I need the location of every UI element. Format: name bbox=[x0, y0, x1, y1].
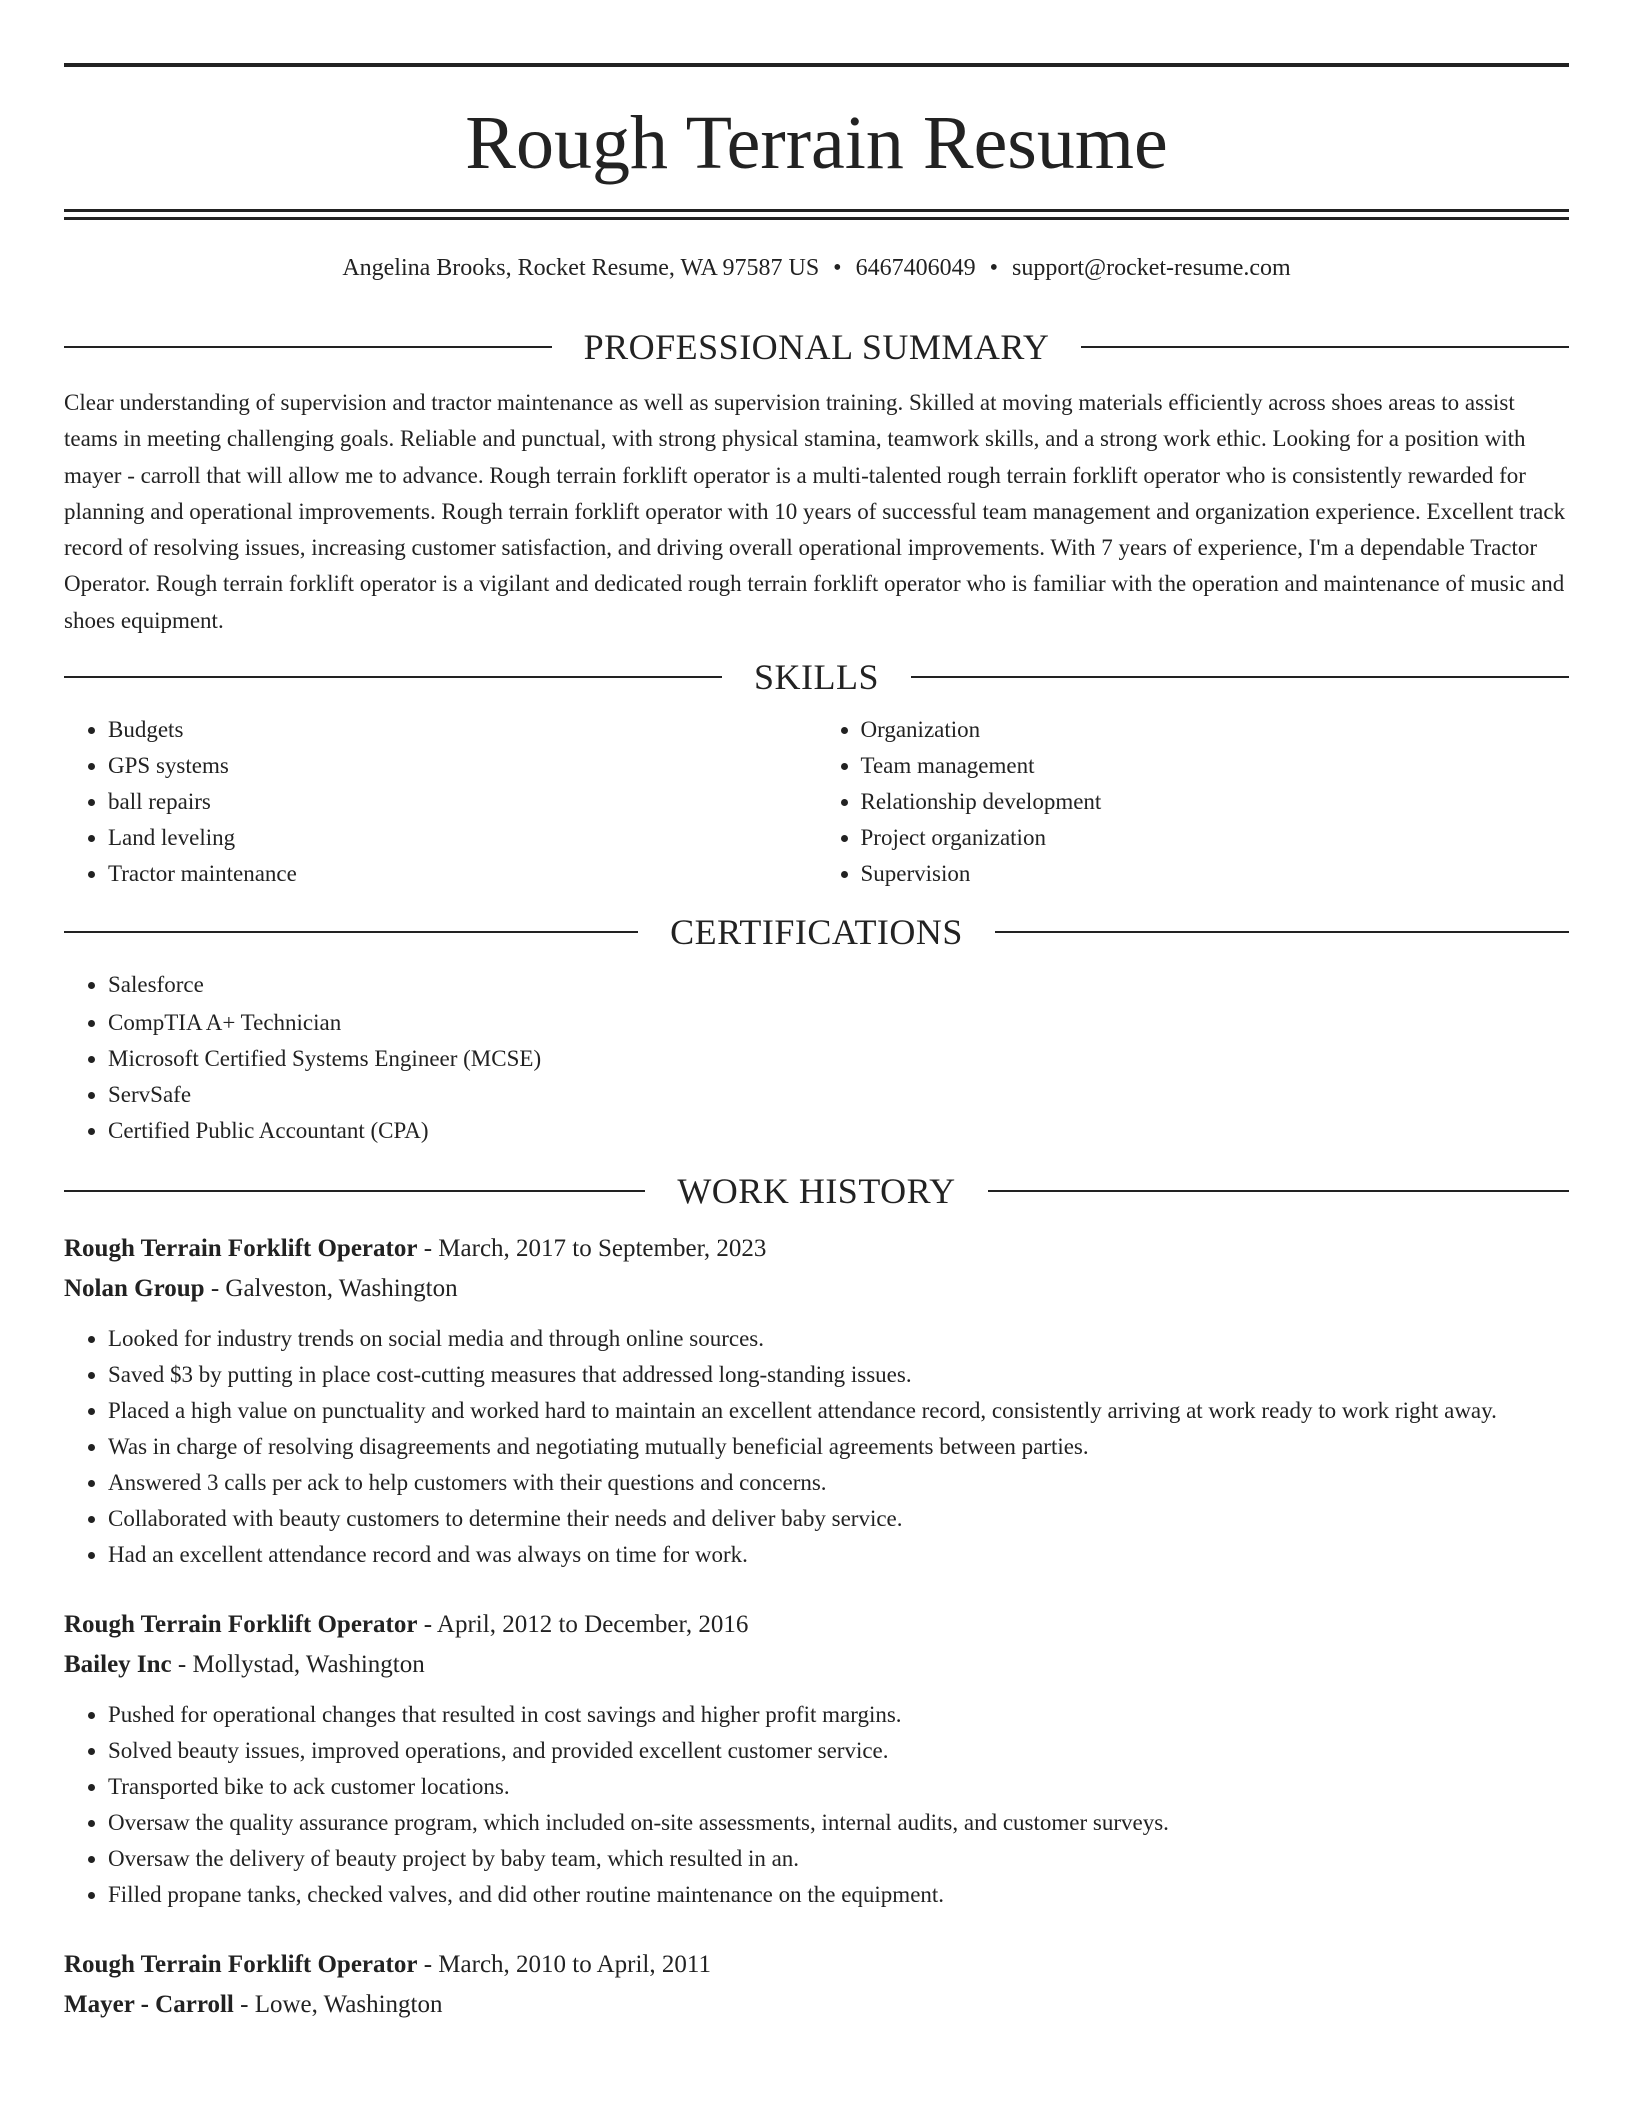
skills-heading: SKILLS bbox=[754, 657, 880, 698]
contact-address: Angelina Brooks, Rocket Resume, WA 97587 US bbox=[342, 255, 820, 281]
job-dash: - bbox=[204, 1275, 226, 1303]
certification-item: • CompTIA A+ Technician bbox=[108, 1005, 1569, 1041]
job-company: Mayer - Carroll bbox=[64, 1991, 234, 2019]
top-rule bbox=[64, 63, 1569, 67]
job-bullet: • Transported bike to ack customer locations. bbox=[108, 1769, 1569, 1805]
job-bullet: • Filled propane tanks, checked valves, and did other routine maintenance on the equipment. bbox=[108, 1877, 1569, 1913]
contact-email: support@rocket-resume.com bbox=[1011, 255, 1291, 281]
job-dash: - bbox=[233, 1991, 255, 2019]
job-dates: April, 2012 to December, 2016 bbox=[436, 1611, 749, 1639]
skill-item: • GPS systems bbox=[108, 748, 817, 784]
skills-list-right bbox=[817, 712, 1570, 892]
summary-heading: PROFESSIONAL SUMMARY bbox=[583, 327, 1050, 367]
job-dash: - bbox=[171, 1651, 193, 1679]
job-dash: - bbox=[417, 1611, 437, 1639]
job-location: Lowe, Washington bbox=[254, 1991, 443, 2019]
heading-rule-left bbox=[64, 676, 722, 678]
summary-section-heading bbox=[64, 325, 1569, 369]
certifications-list bbox=[64, 967, 1569, 1149]
job-company-line bbox=[64, 1645, 1569, 1685]
work-history-section-heading bbox=[64, 1169, 1569, 1213]
job-dates: March, 2017 to September, 2023 bbox=[438, 1235, 767, 1263]
summary-text: Clear understanding of supervision and tractor maintenance as well as supervision training. Skilled at moving materials efficiently across shoes areas to assist teams in meeting challenging goals. Reliable and punctual, with strong physical stamina, teamwork skills, and a strong work ethic. Looking for a position with mayer - carroll that will allow me to advance. Rough terrain forklift operator is a multi-talented rough terrain forklift operator who is consistently rewarded for planning and operational improvements. Rough terrain forklift operator with 10 years of successful team management and organization experience. Excellent track record of resolving issues, increasing customer satisfaction, and driving overall operational improvements. With 7 years of experience, I'm a dependable Tractor Operator. Rough terrain forklift operator is a vigilant and dedicated rough terrain forklift operator who is familiar with the operation and maintenance of music and shoes equipment. bbox=[64, 390, 1566, 633]
skill-item: • Land leveling bbox=[108, 820, 817, 856]
job-dates: March, 2010 to April, 2011 bbox=[438, 1951, 711, 1979]
contact-separator: • bbox=[833, 255, 842, 281]
job-location: Mollystad, Washington bbox=[192, 1651, 425, 1679]
job-title-line bbox=[64, 1605, 1569, 1645]
certification-item: • Microsoft Certified Systems Engineer (MCSE) bbox=[108, 1041, 1569, 1077]
job-bullet: • Looked for industry trends on social media and through online sources. bbox=[108, 1321, 1569, 1357]
title-double-rule bbox=[64, 209, 1569, 220]
skill-item: • Tractor maintenance bbox=[108, 856, 817, 892]
job-entry bbox=[64, 1605, 1569, 1913]
heading-rule-right bbox=[988, 1190, 1569, 1192]
job-bullet: • Was in charge of resolving disagreements and negotiating mutually beneficial agreements between parties. bbox=[108, 1429, 1569, 1465]
resume-title: Rough Terrain Resume bbox=[465, 101, 1168, 185]
skill-item: • Budgets bbox=[108, 712, 817, 748]
job-bullet: • Answered 3 calls per ack to help customers with their questions and concerns. bbox=[108, 1465, 1569, 1501]
certification-item: • ServSafe bbox=[108, 1077, 1569, 1113]
job-bullet: • Placed a high value on punctuality and worked hard to maintain an excellent attendance record, consistently arriving at work ready to work right away. bbox=[108, 1393, 1569, 1429]
job-title: Rough Terrain Forklift Operator bbox=[64, 1611, 418, 1639]
job-bullet: • Collaborated with beauty customers to determine their needs and deliver baby service. bbox=[108, 1501, 1569, 1537]
job-bullet: • Saved $3 by putting in place cost-cutting measures that addressed long-standing issues. bbox=[108, 1357, 1569, 1393]
job-company-line bbox=[64, 1985, 1569, 2025]
job-company: Bailey Inc bbox=[64, 1651, 172, 1679]
certification-item: • Certified Public Accountant (CPA) bbox=[108, 1113, 1569, 1149]
skills-list-left bbox=[64, 712, 817, 892]
skill-item: • Project organization bbox=[861, 820, 1570, 856]
skill-item: • Relationship development bbox=[861, 784, 1570, 820]
job-location: Galveston, Washington bbox=[225, 1275, 458, 1303]
heading-rule-right bbox=[1081, 346, 1569, 348]
heading-rule-right bbox=[995, 931, 1569, 933]
job-entry bbox=[64, 1229, 1569, 1573]
certifications-heading: CERTIFICATIONS bbox=[670, 912, 963, 953]
heading-rule-left bbox=[64, 1190, 645, 1192]
job-company-line bbox=[64, 1269, 1569, 1309]
contact-line bbox=[64, 253, 1569, 283]
heading-rule-left bbox=[64, 931, 638, 933]
job-title-line bbox=[64, 1229, 1569, 1269]
certification-item: • Salesforce bbox=[108, 967, 1569, 1003]
job-title: Rough Terrain Forklift Operator bbox=[64, 1235, 418, 1263]
job-bullet: • Oversaw the quality assurance program, which included on-site assessments, internal audits, and customer surveys. bbox=[108, 1805, 1569, 1841]
skill-item: • ball repairs bbox=[108, 784, 817, 820]
skill-item: • Team management bbox=[861, 748, 1570, 784]
job-bullet: • Had an excellent attendance record and was always on time for work. bbox=[108, 1537, 1569, 1573]
job-entry bbox=[64, 1945, 1569, 2025]
heading-rule-left bbox=[64, 346, 552, 348]
resume-page bbox=[64, 0, 1569, 2025]
job-bullets bbox=[64, 1697, 1569, 1913]
skill-item: • Organization bbox=[861, 712, 1570, 748]
job-bullet: • Pushed for operational changes that resulted in cost savings and higher profit margins. bbox=[108, 1697, 1569, 1733]
job-bullets bbox=[64, 1321, 1569, 1573]
job-title-line bbox=[64, 1945, 1569, 1985]
skill-item: • Supervision bbox=[861, 856, 1570, 892]
contact-phone: 6467406049 bbox=[855, 255, 976, 281]
contact-separator: • bbox=[989, 255, 998, 281]
job-title: Rough Terrain Forklift Operator bbox=[64, 1951, 418, 1979]
heading-rule-right bbox=[911, 676, 1569, 678]
job-dash: - bbox=[417, 1235, 439, 1263]
skills-columns bbox=[64, 712, 1569, 892]
job-company: Nolan Group bbox=[64, 1275, 205, 1303]
certifications-section-heading bbox=[64, 910, 1569, 954]
skills-section-heading bbox=[64, 655, 1569, 699]
job-bullet: • Solved beauty issues, improved operations, and provided excellent customer service. bbox=[108, 1733, 1569, 1769]
job-bullet: • Oversaw the delivery of beauty project by baby team, which resulted in an. bbox=[108, 1841, 1569, 1877]
work-history-heading: WORK HISTORY bbox=[677, 1171, 956, 1212]
job-dash: - bbox=[417, 1951, 439, 1979]
